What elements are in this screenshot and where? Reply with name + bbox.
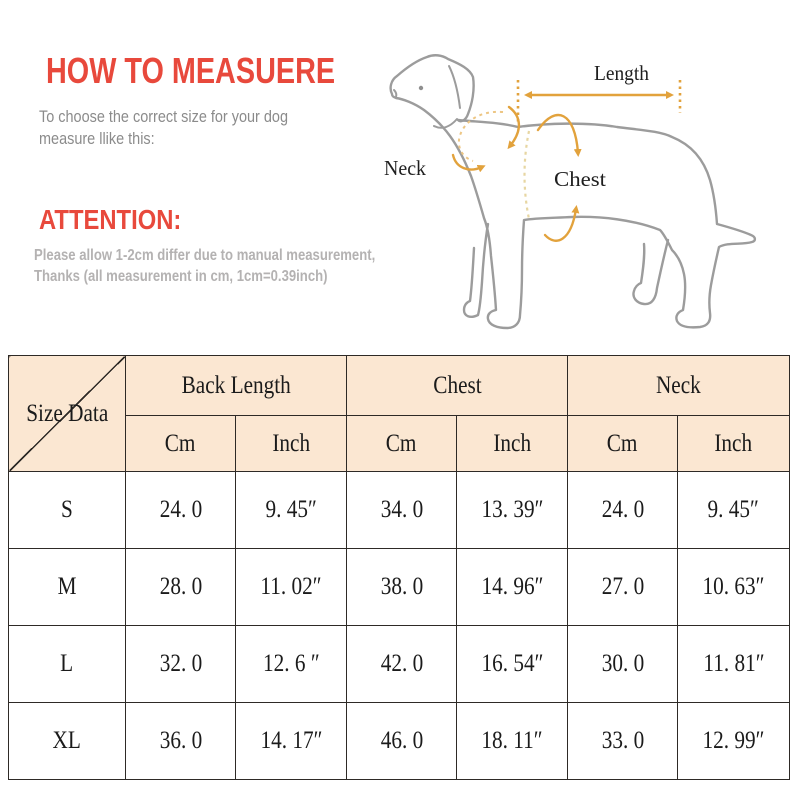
size-cell: 42. 0 [347,626,457,703]
chest-label: Chest [554,167,607,191]
unit-header-neck-cm: Cm [568,416,678,472]
size-chart-table [8,355,790,780]
table-row-l [9,626,790,703]
table-row-s [9,472,790,549]
unit-header-neck-inch: Inch [678,416,790,472]
size-cell: 16. 54″ [457,626,568,703]
size-cell: 14. 96″ [457,549,568,626]
page-title: HOW TO MEASUERE [46,50,336,91]
size-row-label: L [9,626,126,703]
corner-label: Size Data [25,399,108,427]
size-cell: 24. 0 [568,472,678,549]
unit-header-chest-inch: Inch [457,416,568,472]
chest-dash-line [525,131,530,219]
size-cell: 36. 0 [126,703,236,780]
col-group-chest: Chest [347,356,568,416]
size-cell: 11. 81″ [678,626,790,703]
size-row-label: M [9,549,126,626]
size-cell: 32. 0 [126,626,236,703]
unit-header-back-inch: Inch [236,416,347,472]
dog-ear-inner-line [449,66,460,108]
measure-subtitle [39,106,288,150]
col-group-back-length: Back Length [126,356,347,416]
size-cell: 9. 45″ [236,472,347,549]
size-cell: 30. 0 [568,626,678,703]
subtitle-line-1: To choose the correct size for your dog [39,107,288,126]
size-cell: 10. 63″ [678,549,790,626]
size-cell: 34. 0 [347,472,457,549]
neck-label: Neck [384,156,427,180]
size-cell: 46. 0 [347,703,457,780]
size-cell: 24. 0 [126,472,236,549]
size-cell: 12. 99″ [678,703,790,780]
size-cell: 13. 39″ [457,472,568,549]
unit-header-back-cm: Cm [126,416,236,472]
corner-header-cell [9,356,126,472]
length-label: Length [594,61,650,85]
size-cell: 11. 02″ [236,549,347,626]
attention-note [34,245,375,287]
unit-header-chest-cm: Cm [347,416,457,472]
size-cell: 33. 0 [568,703,678,780]
note-line-2: Thanks (all measurement in cm, 1cm=0.39inch) [34,268,328,285]
size-cell: 28. 0 [126,549,236,626]
size-cell: 14. 17″ [236,703,347,780]
col-group-neck: Neck [568,356,790,416]
dog-eye-dot [419,86,423,90]
dog-far-front-leg [464,224,488,317]
size-cell: 9. 45″ [678,472,790,549]
chest-arrow-bottom [545,209,576,241]
dog-measure-diagram [372,28,800,358]
table-row-xl [9,703,790,780]
size-cell: 27. 0 [568,549,678,626]
note-line-1: Please allow 1-2cm differ due to manual measurement, [34,247,376,264]
size-row-label: XL [9,703,126,780]
size-cell: 18. 11″ [457,703,568,780]
size-row-label: S [9,472,126,549]
dog-far-hind-leg [633,240,668,304]
size-cell: 12. 6 ″ [236,626,347,703]
table-row-m [9,549,790,626]
chest-arrow-top [538,115,578,153]
attention-title: ATTENTION: [39,204,182,235]
size-cell: 38. 0 [347,549,457,626]
subtitle-line-2: measure llike this: [39,129,155,148]
